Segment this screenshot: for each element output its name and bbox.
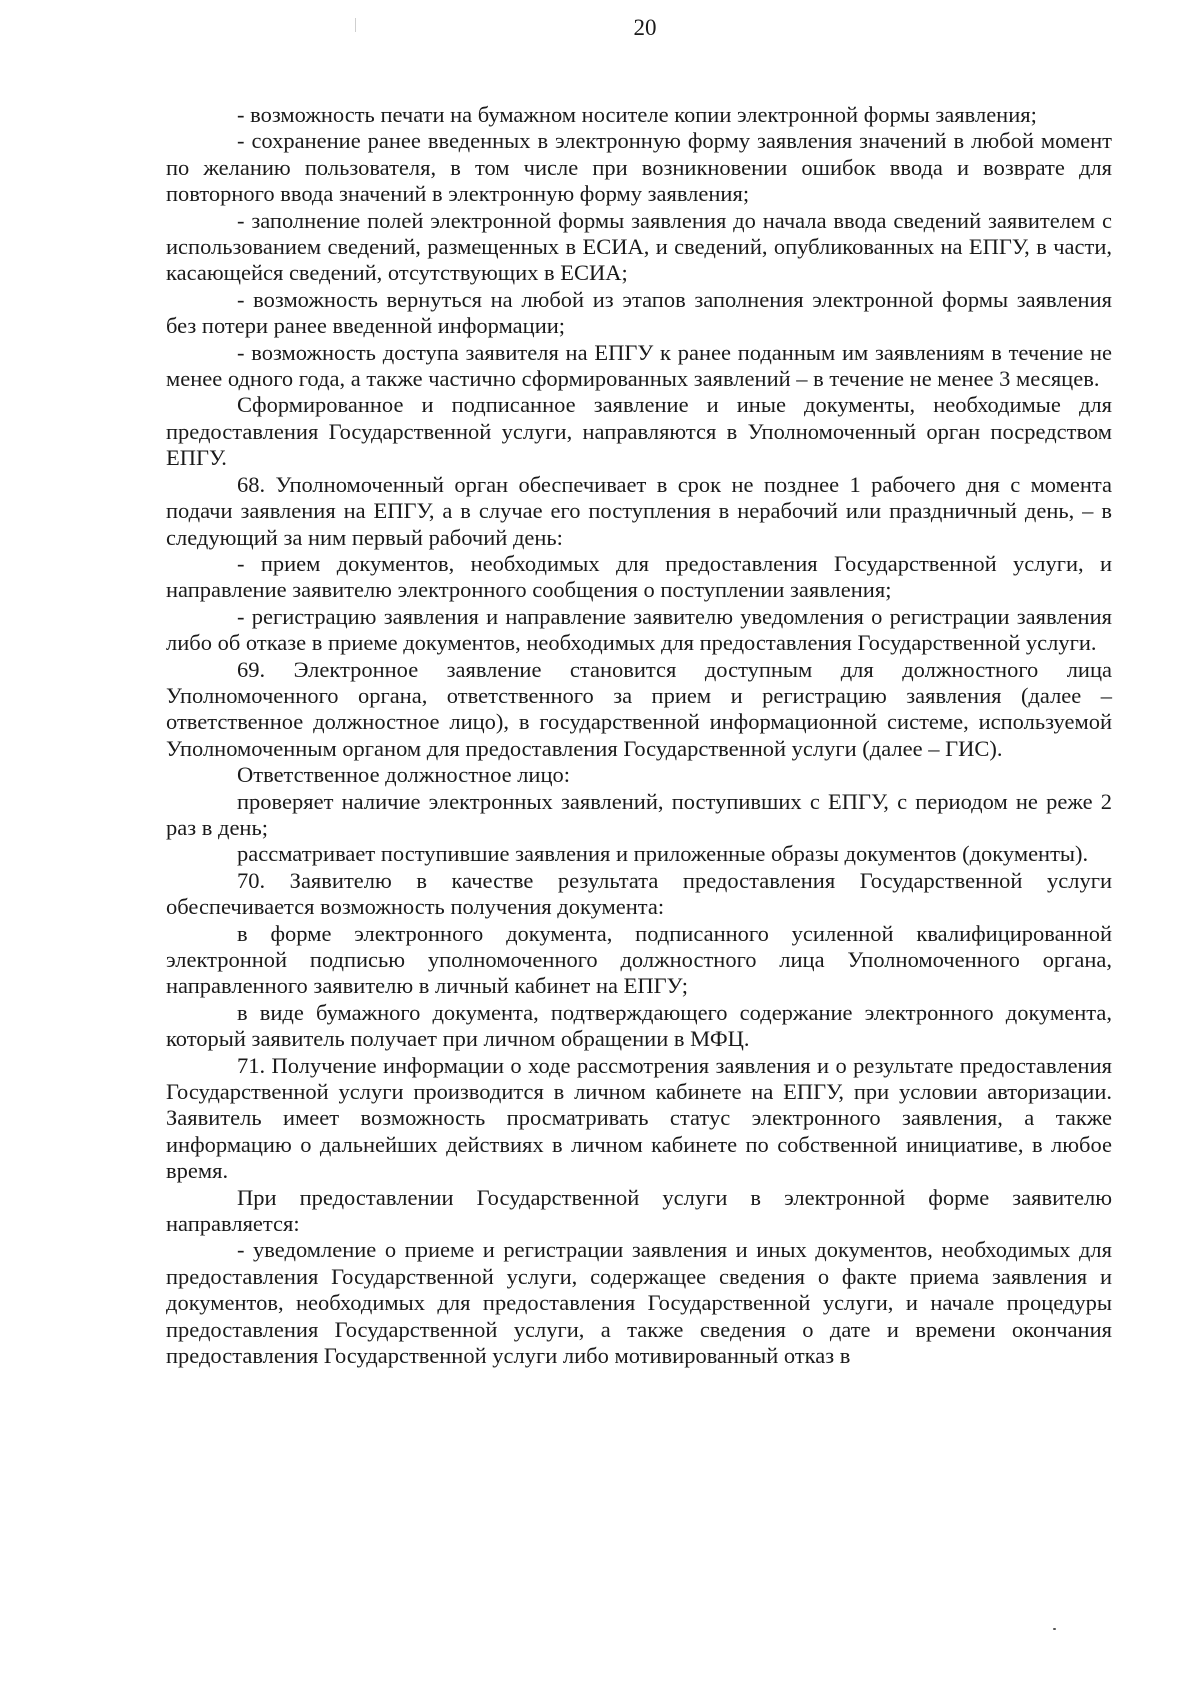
paragraph: - заполнение полей электронной формы заявления до начала ввода сведений заявителем с использованием сведений, размещенных в ЕСИА, и сведений, опубликованных на ЕПГУ, в части, касающейся сведений, отсутствующих в ЕСИА; bbox=[166, 207, 1112, 286]
paragraph: в виде бумажного документа, подтверждающего содержание электронного документа, который заявитель получает при личном обращении в МФЦ. bbox=[166, 999, 1112, 1052]
paragraph: Ответственное должностное лицо: bbox=[237, 762, 571, 788]
paragraph: - возможность печати на бумажном носителе копии электронной формы заявления; bbox=[237, 102, 1037, 127]
paragraph: - возможность вернуться на любой из этапов заполнения электронной формы заявления без потери ранее введенной информации; bbox=[166, 286, 1112, 339]
paragraph: - возможность доступа заявителя на ЕПГУ к ранее поданным им заявлениям в течение не менее одного года, а также частично сформированных заявлений – в течение не менее 3 месяцев. bbox=[166, 339, 1112, 392]
page-number: 20 bbox=[633, 15, 657, 40]
paragraph: 69. Электронное заявление становится доступным для должностного лица Уполномоченного органа, ответственного за прием и регистрацию заявления (далее – ответственное должностное лицо), в государственной информационной системе, используемой Уполномоченным органом для предоставления Государственной услуги (далее – ГИС). bbox=[166, 656, 1112, 761]
paragraph: - регистрацию заявления и направление заявителю уведомления о регистрации заявления либо об отказе в приеме документов, необходимых для предоставления Государственной услуги. bbox=[166, 603, 1112, 656]
scan-artifact bbox=[1053, 1628, 1056, 1630]
paragraph: рассматривает поступившие заявления и приложенные образы документов (документы). bbox=[237, 841, 1089, 867]
paragraph: - сохранение ранее введенных в электронную форму заявления значений в любой момент по желанию пользователя, в том числе при возникновении ошибок ввода и возврате для повторного ввода значений в электронную форму заявления; bbox=[166, 128, 1112, 207]
paragraph: 70. Заявителю в качестве результата предоставления Государственной услуги обеспечивается возможность получения документа: bbox=[166, 867, 1112, 920]
paragraph: - уведомление о приеме и регистрации заявления и иных документов, необходимых для предоставления Государственной услуги, содержащее сведения о факте приема заявления и документов, необходимых для предоставления Государственной услуги, и начале процедуры предоставления Государственной услуги, а также сведения о дате и времени окончания предоставления Государственной услуги либо мотивированный отказ в bbox=[166, 1237, 1112, 1369]
document-body bbox=[166, 102, 1112, 1370]
paragraph: - прием документов, необходимых для предоставления Государственной услуги, и направление заявителю электронного сообщения о поступлении заявления; bbox=[166, 550, 1112, 603]
paragraph: проверяет наличие электронных заявлений, поступивших с ЕПГУ, с периодом не реже 2 раз в день; bbox=[166, 788, 1112, 840]
paragraph: в форме электронного документа, подписанного усиленной квалифицированной электронной подписью уполномоченного должностного лица Уполномоченного органа, направленного заявителю в личный кабинет на ЕПГУ; bbox=[166, 920, 1112, 999]
paragraph: 71. Получение информации о ходе рассмотрения заявления и о результате предоставления Государственной услуги производится в личном кабинете на ЕПГУ, при условии авторизации. Заявитель имеет возможность просматривать статус электронного заявления, а также информацию о дальнейших действиях в личном кабинете по собственной инициативе, в любое время. bbox=[166, 1052, 1112, 1184]
paragraph: 68. Уполномоченный орган обеспечивает в срок не позднее 1 рабочего дня с момента подачи заявления на ЕПГУ, а в случае его поступления в нерабочий или праздничный день, – в следующий за ним первый рабочий день: bbox=[166, 471, 1112, 550]
paragraph: При предоставлении Государственной услуги в электронной форме заявителю направляется: bbox=[166, 1184, 1112, 1237]
paragraph: Сформированное и подписанное заявление и иные документы, необходимые для предоставления Государственной услуги, направляются в Уполномоченный орган посредством ЕПГУ. bbox=[166, 392, 1112, 471]
